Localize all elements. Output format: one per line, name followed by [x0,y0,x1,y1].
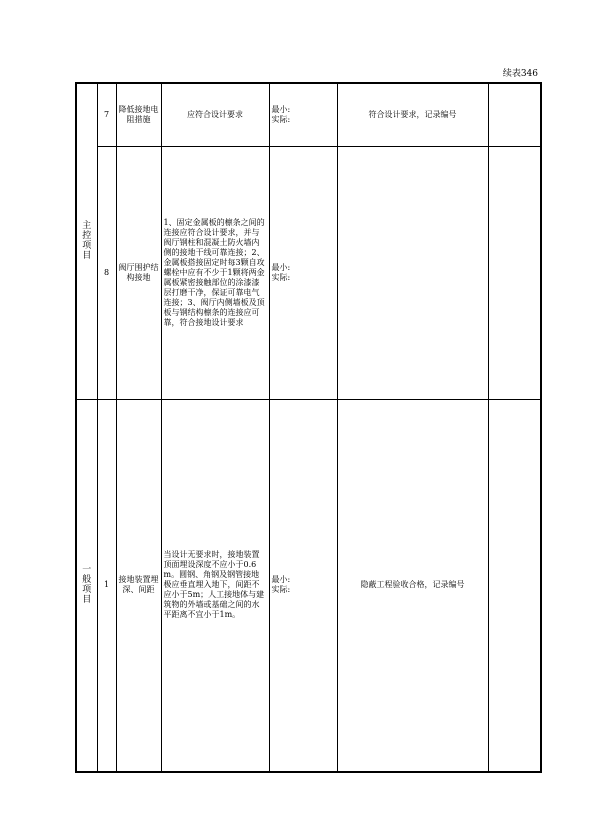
table-row [76,83,541,146]
group-label: 一般项目 [82,565,92,606]
group-cell-general [76,399,97,772]
item-remark [488,399,541,772]
table-row [76,146,541,399]
item-name: 阀厅围护结构接地 [116,146,161,399]
item-measurement: 最小: 实际: [269,83,337,146]
inspection-table [75,82,542,773]
item-result: 隐蔽工程验收合格，记录编号 [337,399,488,772]
group-cell-main-control [76,83,97,399]
item-remark [488,146,541,399]
item-remark [488,83,541,146]
group-label: 主控项目 [82,221,92,262]
item-measurement: 最小: 实际: [269,399,337,772]
continuation-label: 续表346 [502,69,538,79]
item-number: 7 [97,83,116,146]
item-name: 接地装置埋深、间距 [116,399,161,772]
item-requirement: 当设计无要求时，接地装置顶面埋设深度不应小于0.6m。圆钢、角钢及钢管接地极应垂直埋入地下，间距不应小于5m；人工接地体与建筑物的外墙或基础之间的水平距离不宜小于1m。 [161,399,269,772]
item-measurement: 最小: 实际: [269,146,337,399]
item-name: 降低接地电阻措施 [116,83,161,146]
item-result: 符合设计要求，记录编号 [337,83,488,146]
item-requirement: 应符合设计要求 [161,83,269,146]
item-result [337,146,488,399]
item-number: 8 [97,146,116,399]
table-row [76,399,541,772]
item-requirement: 1、固定金属板的檩条之间的连接应符合设计要求，并与阀厅钢柱和混凝土防火墙内侧的接地干线可靠连接；2、金属板搭接固定时每3颗自攻螺栓中应有不少于1颗将两金属板紧密接触部位的涂漆漆层打磨干净，保证可靠电气连接；3、阀厅内侧墙板及顶板与钢结构檩条的连接应可靠，符合接地设计要求 [161,146,269,399]
item-number: 1 [97,399,116,772]
